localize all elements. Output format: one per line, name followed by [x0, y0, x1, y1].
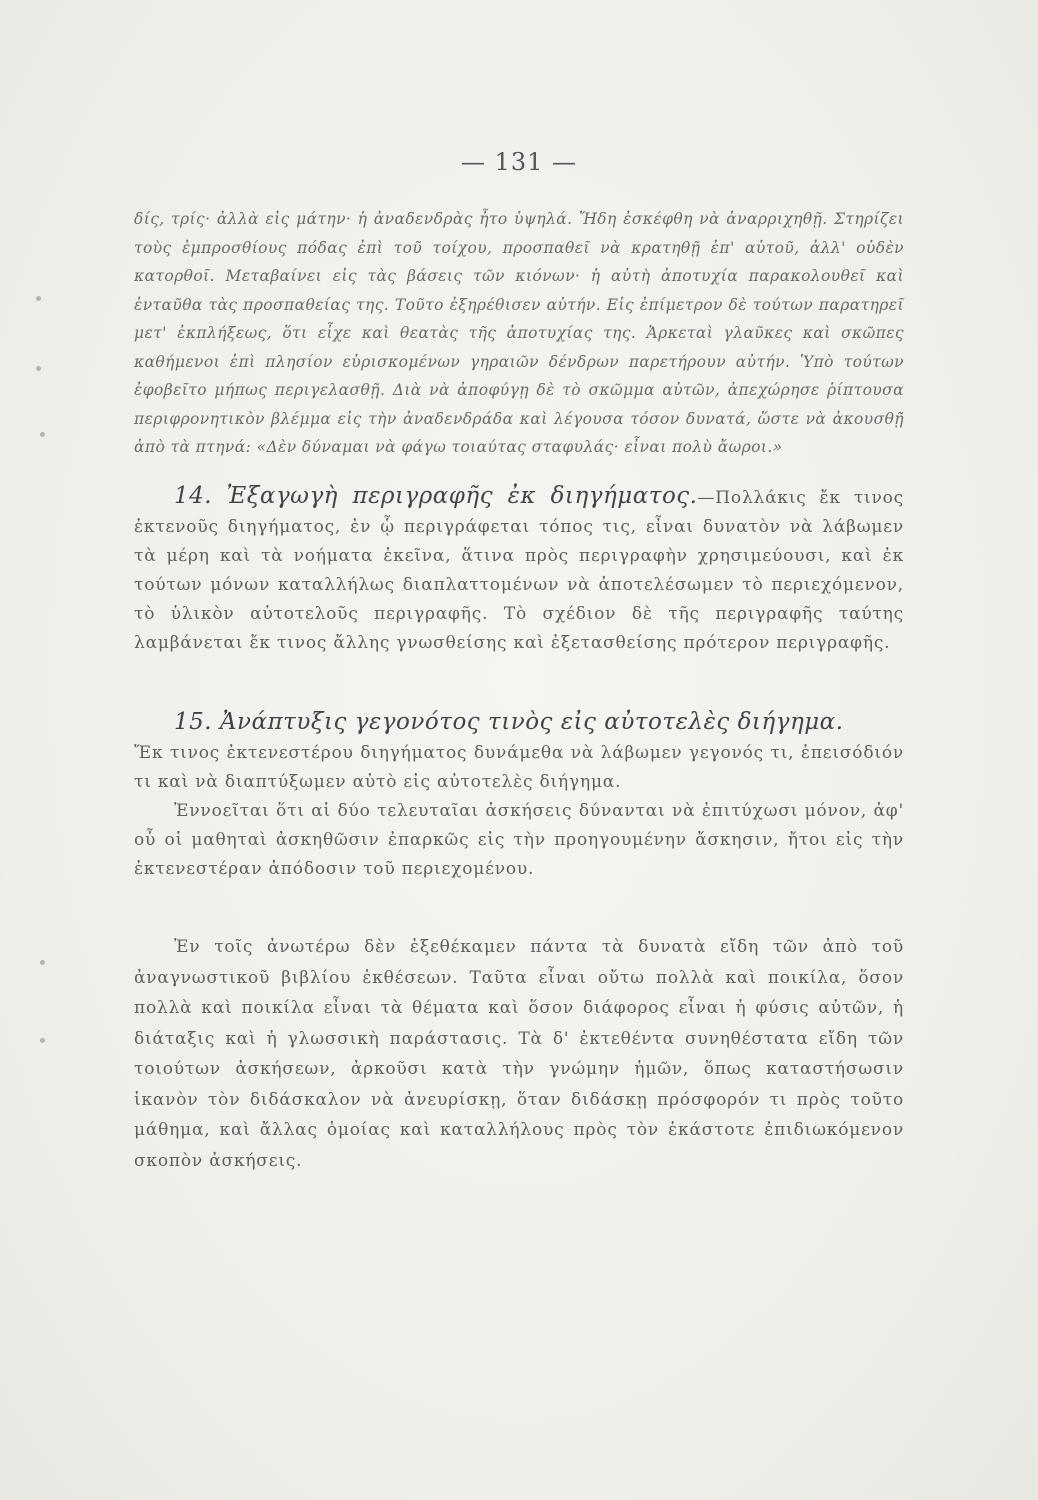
- section-14-body: —Πολλάκις ἔκ τινος ἐκτενοῦς διηγήματος, ἐν ᾧ περιγράφεται τόπος τις, εἶναι δυνατὸν νὰ λάβωμεν τὰ μέρη καὶ τὰ νοήματα ἐκεῖνα, ἅτινα πρὸς περιγραφὴν χρησιμεύουσι, καὶ ἐκ τούτων μόνων καταλλήλως διαπλαττομένων νὰ ἀποτελέσωμεν τὸ περιεχόμενον, τὸ ὑλικὸν αὐτοτελοῦς περιγραφῆς. Τὸ σχέδιον δὲ τῆς περιγραφῆς ταύτης λαμβάνεται ἔκ τινος ἄλλης γνωσθείσης καὶ ἐξετασθείσης πρότερον περιγραφῆς.: [134, 488, 904, 653]
- final-paragraph-text: Ἐν τοῖς ἀνωτέρω δὲν ἐξεθέκαμεν πάντα τὰ δυνατὰ εἴδη τῶν ἀπὸ τοῦ ἀναγνωστικοῦ βιβλίου ἐκθέσεων. Ταῦτα εἶναι οὔτω πολλὰ καὶ ποικίλα, ὅσον πολλὰ καὶ ποικίλα εἶναι τὰ θέματα καὶ ὅσον διάφορος εἶναι ἡ φύσις αὐτῶν, ἡ διάταξις καὶ ἡ γλωσσικὴ παράστασις. Τὰ δ' ἐκτεθέντα συνηθέστατα εἴδη τῶν τοιούτων ἀσκήσεων, ἀρκοῦσι κατὰ τὴν γνώμην ἡμῶν, ὅπως καταστήσωσιν ἱκανὸν τὸν διδάσκαλον νὰ ἀνευρίσκῃ, ὅταν διδάσκῃ πρόσφορόν τι πρὸς τοῦτο μάθημα, καὶ ἄλλας ὁμοίας καὶ καταλλήλους πρὸς τὸν ἑκάστοτε ἐπιδιωκόμενον σκοπὸν ἀσκήσεις.: [134, 937, 904, 1171]
- final-paragraph: [134, 932, 904, 1176]
- section-15-body-2: Ἐννοεῖται ὅτι αἱ δύο τελευταῖαι ἀσκήσεις δύνανται νὰ ἐπιτύχωσι μόνον, ἀφ' οὗ οἱ μαθηταὶ ἀσκηθῶσιν ἐπαρκῶς εἰς τὴν προηγουμένην ἄσκησιν, ἤτοι εἰς τὴν ἐκτενεστέραν ἀπόδοσιν τοῦ περιεχομένου.: [134, 801, 904, 879]
- margin-dot: [36, 296, 41, 301]
- section-15: [134, 708, 904, 884]
- italic-paragraph: δίς, τρίς· ἀλλὰ εἰς μάτην· ἡ ἀναδενδρὰς ἦτο ὑψηλά. Ἤδη ἐσκέφθη νὰ ἀναρριχηθῇ. Στηρίζει τοὺς ἐμπροσθίους πόδας ἐπὶ τοῦ τοίχου, προσπαθεῖ νὰ κρατηθῇ ἐπ' αὐτοῦ, ἀλλ' οὐδὲν κατορθοῖ. Μεταβαίνει εἰς τὰς βάσεις τῶν κιόνων· ἡ αὐτὴ ἀποτυχία παρακολουθεῖ καὶ ἐνταῦθα τὰς προσπαθείας της. Τοῦτο ἐξηρέθισεν αὐτήν. Εἰς ἐπίμετρον δὲ τούτων παρατηρεῖ μετ' ἐκπλήξεως, ὅτι εἶχε καὶ θεατὰς τῆς ἀποτυχίας της. Ἀρκεταὶ γλαῦκες καὶ σκῶπες καθήμενοι ἐπὶ πλησίον εὑρισκομένων γηραιῶν δένδρων παρετήρουν αὐτήν. Ὑπὸ τούτων ἐφοβεῖτο μήπως περιγελασθῇ. Διὰ νὰ ἀποφύγῃ δὲ τὸ σκῶμμα αὐτῶν, ἀπεχώρησε ῥίπτουσα περιφρονητικὸν βλέμμα εἰς τὴν ἀναδενδράδα καὶ λέγουσα τόσον δυνατά, ὥστε νὰ ἀκουσθῇ ἀπὸ τὰ πτηνά: «Δὲν δύναμαι νὰ φάγω τοιαύτας σταφυλάς· εἶναι πολὺ ἄωροι.»: [134, 210, 904, 456]
- section-15-heading: 15. Ἀνάπτυξις γεγονότος τινὸς εἰς αὐτοτελὲς διήγημα.: [174, 709, 844, 735]
- margin-dot: [40, 1038, 45, 1043]
- margin-dot: [40, 960, 45, 965]
- margin-dot: [40, 432, 45, 437]
- section-14-heading: 14. Ἐξαγωγὴ περιγραφῆς ἐκ διηγήματος.: [174, 483, 698, 509]
- section-14: [134, 482, 904, 658]
- margin-dot: [36, 366, 41, 371]
- page-number: — 131 —: [460, 148, 578, 176]
- section-15-body-1: Ἔκ τινος ἐκτενεστέρου διηγήματος δυνάμεθα νὰ λάβωμεν γεγονός τι, ἐπεισόδιόν τι καὶ νὰ διαπτύξωμεν αὐτὸ εἰς αὐτοτελὲς διήγημα.: [134, 743, 904, 792]
